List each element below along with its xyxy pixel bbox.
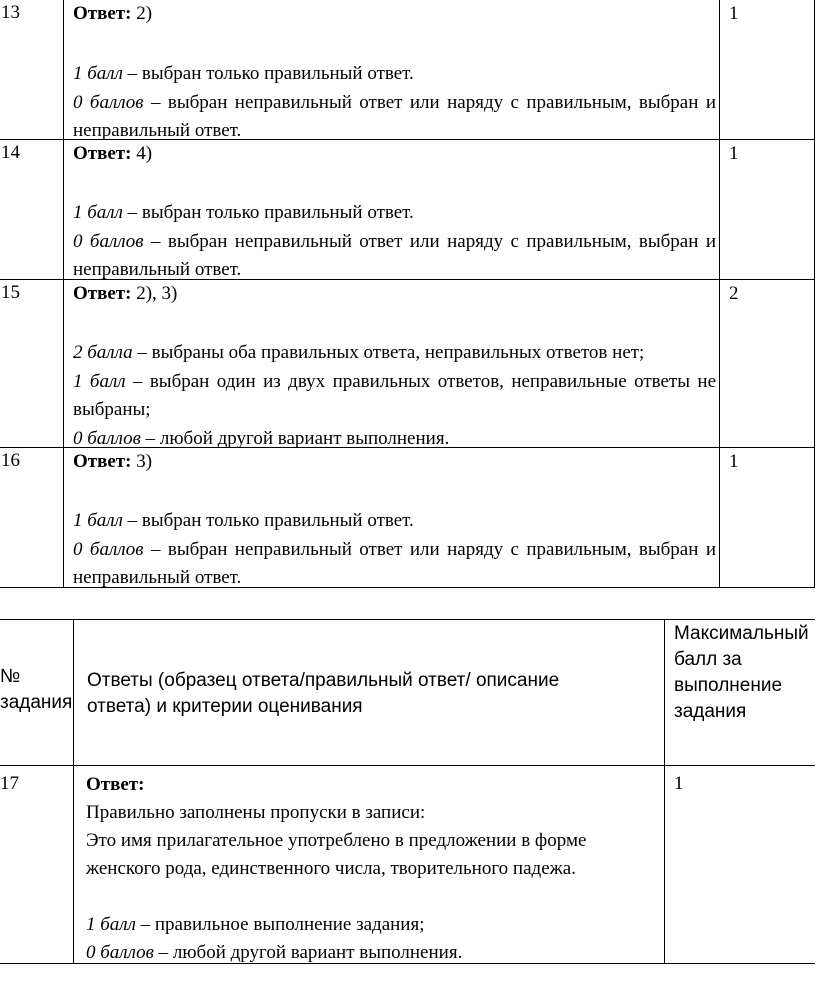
spacer [86,883,656,911]
criterion [73,89,716,146]
criterion-text: – выбран только правильный ответ. [122,510,414,531]
criterion [73,368,716,425]
row-divider [0,765,815,766]
criterion-term: 0 баллов [73,230,144,252]
answer-line [73,4,716,24]
max-points: 1 [729,143,739,164]
criteria-block [73,339,716,453]
criterion-text: – выбран неправильный ответ или наряду с правильным, выбран и неправильный ответ. [73,538,716,588]
answer-value: 2) [131,3,153,24]
header-answers: Ответы (образец ответа/правильный ответ/ описание ответа) и критерии оценивания [87,670,560,717]
criterion-text: – выбран только правильный ответ. [122,63,414,84]
answer-label: Ответ: [73,451,132,472]
criterion [73,339,716,368]
answer-label: Ответ: [73,143,132,164]
criterion-text: – выбран только правильный ответ. [122,202,414,223]
column-divider [664,619,665,964]
answer-value: 4) [131,143,153,164]
criterion-term: 0 баллов [86,942,154,963]
answer-line [86,771,656,799]
column-divider [719,0,720,587]
task-number: 15 [1,282,20,303]
criteria-block [73,199,716,285]
criterion-text: – выбран один из двух правильных ответов, неправильные ответы не выбраны; [73,370,716,420]
criterion-term: 1 балл [86,914,136,935]
criteria-block [73,60,716,146]
max-points: 1 [729,3,739,24]
task-number: 14 [1,142,20,163]
column-divider [73,619,74,964]
max-points: 1 [674,773,684,794]
max-points: 2 [729,283,739,304]
answer-value: 3) [131,451,153,472]
criterion-text: – выбран неправильный ответ или наряду с правильным, выбран и неправильный ответ. [73,91,716,141]
criterion-term: 1 балл [73,63,123,84]
criterion-term: 1 балл [73,510,123,531]
max-points: 1 [729,451,739,472]
answer-block [86,771,656,967]
task-number: 16 [1,450,20,471]
header-number-sign: № [0,666,21,687]
criterion [73,60,716,89]
criterion-text: – выбраны оба правильных ответа, неправильных ответов нет; [132,342,645,363]
answer-text: Правильно заполнены пропуски в записи: [86,802,426,823]
task-number: 17 [0,773,19,794]
task-number: 13 [1,2,20,23]
answer-label: Ответ: [73,3,132,24]
header-max-points: Максимальный балл за выполнение задания [674,623,809,722]
header-task-number [0,664,72,716]
answer-label: Ответ: [73,283,132,304]
criterion-text: – правильное выполнение задания; [135,914,425,935]
criterion-text: – выбран неправильный ответ или наряду с правильным, выбран и неправильный ответ. [73,230,716,280]
answer-line [73,284,716,304]
criterion [86,911,656,939]
header-number-word: задания [0,692,73,713]
scoring-table-bottom [0,619,815,964]
criterion [73,199,716,228]
criterion-term: 2 балла [73,342,133,363]
criteria-block [73,507,716,593]
criterion-term: 0 баллов [73,538,144,560]
criterion [73,228,716,285]
column-divider [63,0,64,587]
criterion [73,507,716,536]
answer-text: Это имя прилагательное употреблено в предложении в форме женского рода, единственного числа, творительного падежа. [86,830,587,879]
answer-value: 2), 3) [131,283,178,304]
criterion-term: 0 баллов [73,427,141,449]
criterion-text: – любой другой вариант выполнения. [153,942,463,963]
criterion [86,939,656,967]
criterion-term: 0 баллов [73,91,144,113]
criterion [73,536,716,593]
criterion-term: 1 балл [73,202,123,223]
criterion-text: – любой другой вариант выполнения. [140,427,450,449]
answer-line [73,144,716,164]
criterion-term: 1 балл [73,370,126,392]
answer-line [73,452,716,472]
answer-label: Ответ: [86,774,145,795]
criterion [73,425,716,454]
row-divider [0,619,815,620]
